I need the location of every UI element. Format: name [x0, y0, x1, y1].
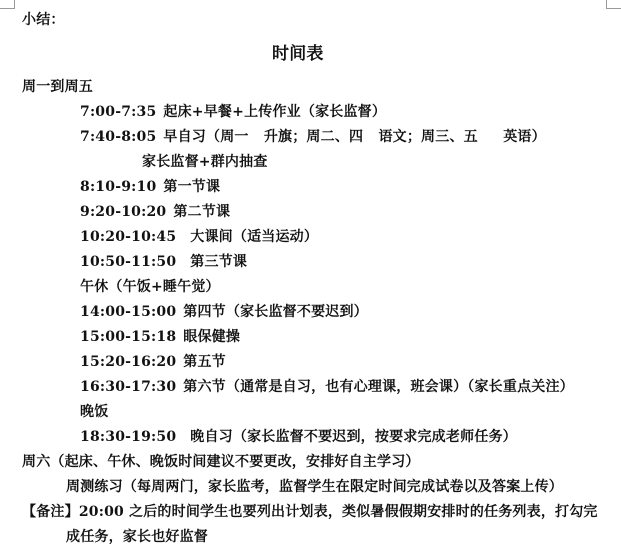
schedule-desc: 第五节 [183, 354, 226, 370]
schedule-desc: 晚饭 [80, 404, 109, 420]
weekday-header: 周一到周五 [22, 79, 93, 95]
schedule-row [80, 403, 108, 421]
schedule-row [80, 378, 574, 396]
schedule-desc: 午休（午饭+睡午觉） [80, 279, 220, 295]
schedule-time: 15:00-15:18 [80, 329, 177, 345]
schedule-time: 7:40-8:05 [80, 129, 157, 145]
schedule-desc: 第三节课 [190, 254, 248, 270]
summary-label: 小结： [22, 12, 65, 28]
note-paragraph [22, 503, 598, 521]
schedule-row [142, 153, 268, 171]
document-title: 时间表 [272, 44, 324, 64]
schedule-row [80, 103, 386, 121]
schedule-desc: 家长监督+群内抽查 [142, 154, 268, 170]
schedule-time: 15:20-16:20 [80, 354, 177, 370]
weekly-test-line: 周测练习（每周两门，家长监考，监督学生在限定时间完成试卷以及答案上传） [66, 479, 563, 495]
schedule-row [80, 328, 240, 346]
schedule-desc: 第二节课 [173, 204, 231, 220]
schedule-time: 7:00-7:35 [80, 104, 157, 120]
note-line-1: 20:00 之后的时间学生也要列出计划表，类似暑假假期安排时的任务列表，打勾完 [78, 504, 598, 520]
schedule-desc: 第六节（通常是自习，也有心理课，班会课）（家长重点关注） [183, 379, 574, 395]
schedule-row [80, 128, 546, 146]
schedule-row [80, 253, 247, 271]
schedule-time: 10:20-10:45 [80, 229, 177, 245]
schedule-time: 10:50-11:50 [80, 254, 177, 270]
schedule-desc: 早自习（周一 升旗；周二、四 语文；周三、五 英语） [163, 129, 546, 145]
schedule-time: 16:30-17:30 [80, 379, 177, 395]
schedule-desc: 第一节课 [163, 179, 221, 195]
schedule-row [80, 203, 230, 221]
schedule-row [80, 353, 226, 371]
schedule-desc: 眼保健操 [183, 329, 241, 345]
schedule-time: 14:00-15:00 [80, 304, 177, 320]
schedule-time: 8:10-9:10 [80, 179, 157, 195]
schedule-desc: 第四节（家长监督不要迟到） [183, 304, 368, 320]
schedule-desc: 大课间（适当运动） [190, 229, 319, 245]
note-line-2: 成任务，家长也好监督 [66, 529, 208, 545]
saturday-line: 周六（起床、午休、晚饭时间建议不要更改，安排好自主学习） [22, 454, 420, 470]
schedule-row [80, 278, 220, 296]
page-corner-mark-right [606, 0, 621, 9]
schedule-row [80, 178, 220, 196]
schedule-row [80, 428, 517, 446]
schedule-desc: 晚自习（家长监督不要迟到，按要求完成老师任务） [190, 429, 517, 445]
page-corner-mark-left [0, 0, 15, 9]
schedule-desc: 起床+早餐+上传作业（家长监督） [163, 104, 387, 120]
note-label: 【备注】 [22, 504, 79, 520]
schedule-row [80, 228, 318, 246]
schedule-time: 18:30-19:50 [80, 429, 177, 445]
schedule-row [80, 303, 368, 321]
schedule-time: 9:20-10:20 [80, 204, 167, 220]
